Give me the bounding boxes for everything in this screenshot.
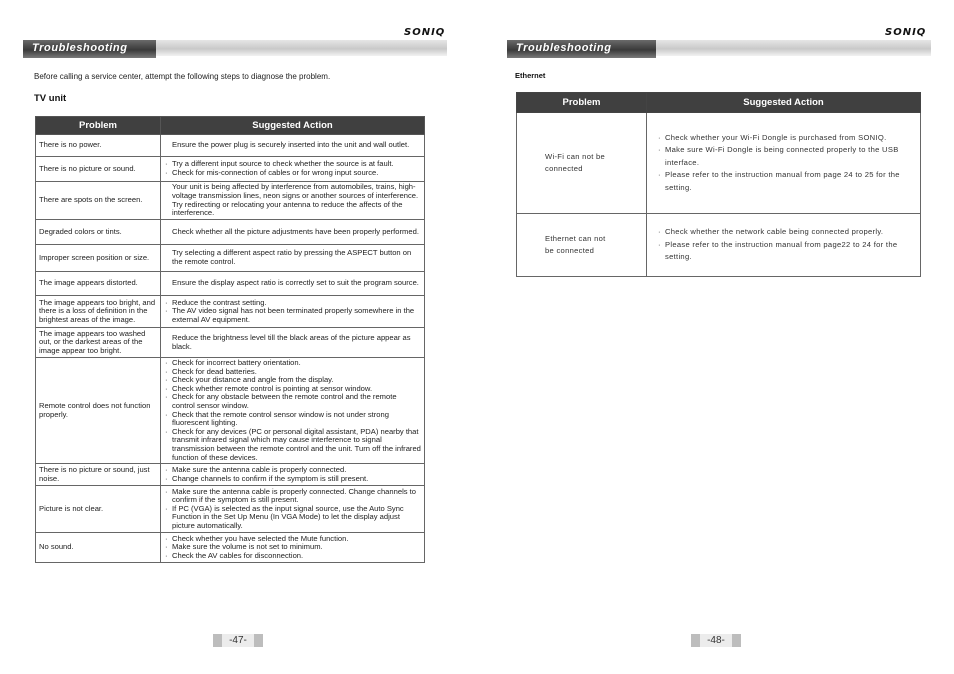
table-row	[517, 113, 921, 214]
intro-text: Before calling a service center, attempt the following steps to diagnose the problem.	[34, 72, 331, 81]
action-item: · Check for mis-connection of cables or for wrong input source.	[164, 169, 421, 178]
page-number: -48-	[691, 634, 741, 647]
column-header-problem: Problem	[517, 93, 647, 113]
action-cell	[161, 358, 425, 464]
action-cell	[161, 486, 425, 533]
action-cell	[161, 220, 425, 245]
action-item: · Make sure the antenna cable is properly connected. Change channels to confirm if the symptom is still present.	[164, 488, 421, 505]
problem-cell: Ethernet can not be connected	[517, 214, 647, 277]
page-number: -47-	[213, 634, 263, 647]
table-row	[36, 358, 425, 464]
action-item: · Please refer to the instruction manual from page22 to 24 for the setting.	[657, 239, 910, 264]
action-item: · Make sure the antenna cable is properly connected.	[164, 466, 421, 475]
section-title: Ethernet	[515, 71, 546, 80]
problem-cell: Wi-Fi can not be connected	[517, 113, 647, 214]
problem-cell: Improper screen position or size.	[36, 245, 161, 272]
table-row	[36, 296, 425, 328]
action-text: Your unit is being affected by interference from automobiles, trains, high-voltage transmission lines, neon signs or another sources of interference. Try redirecting or relocating your antenna to reduce the affects of the interference.	[172, 182, 419, 218]
table-row	[36, 220, 425, 245]
brand-logo: SONIQ	[404, 27, 446, 38]
action-item: · Change channels to confirm if the symptom is still present.	[164, 475, 421, 484]
page-title: Troubleshooting	[23, 40, 156, 58]
problem-cell: Remote control does not function properly.	[36, 358, 161, 464]
action-cell	[647, 214, 921, 277]
action-item: · Check whether remote control is pointing at sensor window.	[164, 385, 421, 394]
column-header-action: Suggested Action	[647, 93, 921, 113]
table-row	[36, 157, 425, 182]
action-cell	[161, 182, 425, 220]
page-title: Troubleshooting	[507, 40, 656, 58]
action-item: · Check that the remote control sensor window is not under strong fluorescent lighting.	[164, 411, 421, 428]
action-text: Try selecting a different aspect ratio by pressing the ASPECT button on the remote control.	[172, 248, 412, 266]
brand-logo: SONIQ	[885, 27, 927, 38]
action-item: · Please refer to the instruction manual from page 24 to 25 for the setting.	[657, 169, 910, 194]
action-item: · Reduce the contrast setting.	[164, 299, 421, 308]
problem-cell: The image appears too washed out, or the darkest areas of the image appear too bright.	[36, 328, 161, 358]
table-row	[36, 486, 425, 533]
action-item: · Check for any obstacle between the remote control and the remote control sensor window.	[164, 393, 421, 410]
table-row	[36, 135, 425, 157]
action-text: Ensure the power plug is securely inserted into the unit and wall outlet.	[172, 140, 410, 150]
problem-cell: Degraded colors or tints.	[36, 220, 161, 245]
table-row	[36, 328, 425, 358]
table-header-row	[36, 117, 425, 135]
action-text: Check whether all the picture adjustments have been properly performed.	[172, 226, 419, 236]
action-item: · Check whether your Wi-Fi Dongle is purchased from SONIQ.	[657, 132, 910, 145]
column-header-action: Suggested Action	[161, 117, 425, 135]
action-item: · Check whether the network cable being connected properly.	[657, 226, 910, 239]
table-row	[36, 245, 425, 272]
action-item: · Make sure the volume is not set to minimum.	[164, 543, 421, 552]
action-cell	[161, 135, 425, 157]
problem-cell: There is no picture or sound, just noise.	[36, 464, 161, 486]
table-row	[36, 272, 425, 296]
problem-cell: There is no picture or sound.	[36, 157, 161, 182]
page-48	[477, 0, 954, 674]
table-header-row	[517, 93, 921, 113]
action-cell	[161, 157, 425, 182]
column-header-problem: Problem	[36, 117, 161, 135]
action-text: Ensure the display aspect ratio is correctly set to suit the program source.	[172, 278, 419, 288]
problem-cell: Picture is not clear.	[36, 486, 161, 533]
problem-cell: The image appears distorted.	[36, 272, 161, 296]
action-item: · The AV video signal has not been terminated properly somewhere in the external AV equipment.	[164, 307, 421, 324]
ethernet-table	[516, 92, 921, 277]
table-row	[36, 533, 425, 563]
action-text: Reduce the brightness level till the black areas of the picture appear as black.	[172, 332, 411, 351]
table-row	[517, 214, 921, 277]
action-item: · Check for incorrect battery orientation.	[164, 359, 421, 368]
action-item: · Check for dead batteries.	[164, 368, 421, 377]
action-item: · Try a different input source to check whether the source is at fault.	[164, 160, 421, 169]
action-item: · Check the AV cables for disconnection.	[164, 552, 421, 561]
action-cell	[161, 464, 425, 486]
troubleshooting-table	[35, 116, 425, 563]
problem-cell: No sound.	[36, 533, 161, 563]
table-row	[36, 182, 425, 220]
action-item: · Check whether you have selected the Mute function.	[164, 535, 421, 544]
action-cell	[161, 533, 425, 563]
problem-cell: The image appears too bright, and there is a loss of definition in the brightest areas of the image.	[36, 296, 161, 328]
problem-cell: There are spots on the screen.	[36, 182, 161, 220]
action-item: · If PC (VGA) is selected as the input signal source, use the Auto Sync Function in the Set Up Menu (In VGA Mode) to let the display adjust picture automatically.	[164, 505, 421, 531]
problem-cell: There is no power.	[36, 135, 161, 157]
action-cell	[161, 272, 425, 296]
section-title: TV unit	[34, 93, 67, 104]
action-item: · Check for any devices (PC or personal digital assistant, PDA) nearby that transmit infrared signal which may cause interference to signal transmission between the remote control and the unit. Turn off the infrared function of these devices.	[164, 428, 421, 462]
action-item: · Check your distance and angle from the display.	[164, 376, 421, 385]
action-item: · Make sure Wi-Fi Dongle is being connected properly to the USB interface.	[657, 144, 910, 169]
action-cell	[161, 296, 425, 328]
action-cell	[647, 113, 921, 214]
action-cell	[161, 328, 425, 358]
table-row	[36, 464, 425, 486]
action-cell	[161, 245, 425, 272]
